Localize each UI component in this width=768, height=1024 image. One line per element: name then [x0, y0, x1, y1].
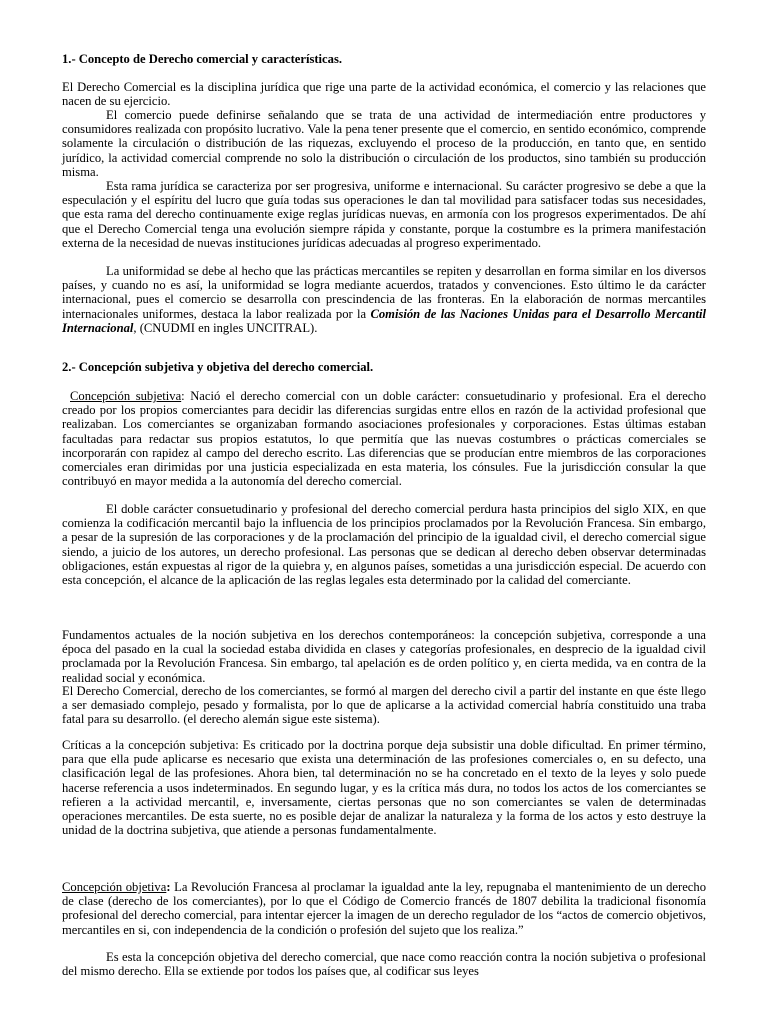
section-1-heading: 1.- Concepto de Derecho comercial y características.: [62, 52, 342, 66]
s1-paragraph-2: [62, 108, 706, 179]
objective-conception-colon: :: [166, 880, 171, 894]
s1-paragraph-4-text-a: La uniformidad se debe al hecho que las prácticas mercantiles se repiten y desarrollan en forma similar en los diversos países, y cuando no es así, la uniformidad se logra mediante acuerdos, tratados y convenciones. Esto último le da carácter internacional, pues el comercio se desarrolla con prescindencia de las fronteras. En la elaboración de normas mercantiles internacionales uniformes, destaca la labor realizada por la: [62, 264, 706, 321]
subjective-conception-label: Concepción subjetiva: [70, 389, 182, 403]
s2-paragraph-7-text: Es esta la concepción objetiva del derecho comercial, que nace como reacción contra la noción subjetiva o profesional del mismo derecho. Ella se extiende por todos los países que, al codificar sus leyes: [62, 950, 706, 979]
s1-paragraph-2-text: El comercio puede definirse señalando que se trata de una actividad de intermediación entre productores y consumidores realizada con propósito lucrativo. Vale la pena tener presente que el comercio, en sentido económico, comprende solamente la circulación o distribución de las riquezas, excluyendo el proceso de la producción, en tanto que, en sentido jurídico, la actividad comercial comprende no solo la distribución o circulación de los productos, sino también su producción misma.: [62, 108, 706, 179]
s1-paragraph-3-text: Esta rama jurídica se caracteriza por ser progresiva, uniforme e internacional. Su carácter progresivo se debe a que la especulación y el espíritu del lucro que guía todas sus operaciones le dan tal movilidad para satisfacer todas sus necesidades, que esta rama del derecho continuamente exige reglas jurídicas nuevas, en armonía con los progresos experimentados. De ahí que el Derecho Comercial tenga una evolución siempre rápida y constante, porque la costumbre es la primera manifestación externa de la necesidad de nuevas instituciones jurídicas adecuadas al progreso experimentado.: [62, 179, 706, 250]
section-2-heading: 2.- Concepción subjetiva y objetiva del derecho comercial.: [62, 360, 374, 374]
s2-paragraph-1-text: : Nació el derecho comercial con un doble carácter: consuetudinario y profesional. Era el derecho creado por los propios comerciantes para decidir las diferencias surgidas entre ellos en razón de la actividad profesional que realizaban. Los comerciantes se organizaban formando asociaciones profesionales y corporaciones. Estas últimas estaban facultadas para redactar sus propios estatutos, lo que permitía que las nuevas costumbres o prácticas comerciales se incorporarán con rapidez al campo del derecho escrito. Las diferencias que se producían entre miembros de las corporaciones comerciales eran dirimidas por una justicia especializada en esta materia, los cónsules. Fue la jurisdicción consular la que contribuyó en mayor medida a la autonomía del derecho comercial.: [62, 389, 706, 489]
s1-paragraph-4: [62, 264, 706, 335]
s2-paragraph-2: [62, 502, 706, 587]
s2-paragraph-1: [62, 389, 706, 488]
s2-paragraph-4: El Derecho Comercial, derecho de los comerciantes, se formó al margen del derecho civil a partir del instante en que éste llego a ser demasiado complejo, pesado y formalista, por lo que de aplicarse a la actividad comercial habría constituido una traba fatal para su desarrollo. (el derecho alemán sigue este sistema).: [62, 684, 706, 727]
objective-conception-label: Concepción objetiva: [62, 880, 167, 894]
s2-paragraph-3: Fundamentos actuales de la noción subjetiva en los derechos contemporáneos: la concepción subjetiva, corresponde a una época del pasado en la cual la sociedad estaba dividida en clases y categorías profesionales, en desprecio de la igualdad civil proclamada por la Revolución Francesa. Sin embargo, tal apelación es de orden político y, en cierta medida, va en contra de la realidad social y económica.: [62, 628, 706, 685]
s1-paragraph-3: [62, 179, 706, 250]
s2-paragraph-6: [62, 880, 706, 937]
s1-paragraph-4-text-b: , (CNUDMI en ingles UNCITRAL).: [133, 320, 318, 335]
s2-paragraph-7: [62, 950, 706, 978]
s1-paragraph-1: El Derecho Comercial es la disciplina jurídica que rige una parte de la actividad económica, el comercio y las relaciones que nacen de su ejercicio.: [62, 80, 706, 109]
uncitral-commission-name: Comisión de las Naciones Unidas para el Desarrollo Mercantil Internacional: [62, 306, 706, 335]
s2-paragraph-5: Críticas a la concepción subjetiva: Es criticado por la doctrina porque deja subsistir una doble dificultad. En primer término, para que ella pude aplicarse es necesario que exista una determinación de las profesiones comerciales o, en su defecto, una clasificación legal de las profesiones. Ahora bien, tal determinación no se ha concretado en el texto de la leyes y solo puede hacerse referencia a usos indeterminados. En segundo lugar, y es la crítica más dura, no todos los actos de los comerciantes se refieren a la actividad mercantil, e, inversamente, ciertas personas que no son comerciantes se valen de determinadas operaciones mercantiles. De esta suerte, no es posible dejar de analizar la naturaleza y la forma de los actos y esto destruye la unidad de la doctrina subjetiva, que atiende a personas fundamentalmente.: [62, 738, 706, 838]
s2-paragraph-6-text: La Revolución Francesa al proclamar la igualdad ante la ley, repugnaba el mantenimiento de un derecho de clase (derecho de los comerciantes), por lo que el Código de Comercio francés de 1807 debilita la tradicional fisonomía profesional del derecho comercial, para intentar ejercer la imagen de un derecho regulador de los “actos de comercio objetivos, mercantiles en si, con independencia de la condición o profesión del sujeto que los realiza.”: [62, 880, 706, 937]
s2-paragraph-2-text: El doble carácter consuetudinario y profesional del derecho comercial perdura hasta principios del siglo XIX, en que comienza la codificación mercantil bajo la influencia de los principios proclamados por la Revolución Francesa. Sin embargo, a pesar de la supresión de las corporaciones y de la proclamación del principio de la igualdad civil, el derecho comercial sigue siendo, a juicio de los autores, un derecho profesional. Las personas que se dedican al derecho deben observar determinadas obligaciones, están expuestas al rigor de la quiebra y, en algunos países, sometidas a una jurisdicción especial. De acuerdo con esta concepción, el alcance de la aplicación de las reglas legales esta determinado por la calidad del comerciante.: [62, 502, 706, 588]
